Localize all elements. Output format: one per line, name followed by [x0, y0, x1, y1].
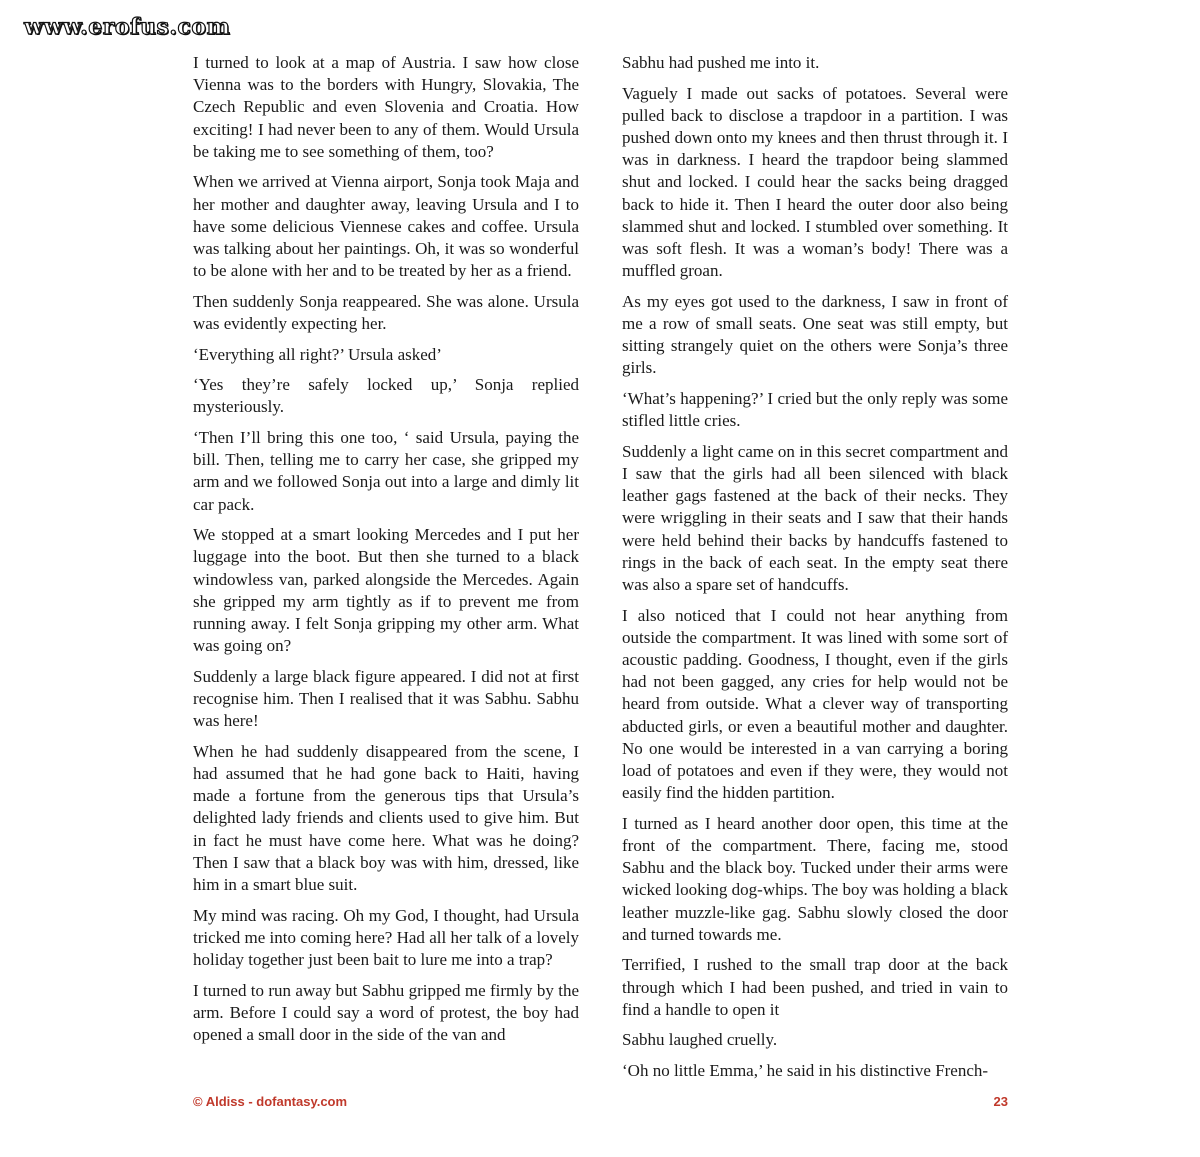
paragraph: Terrified, I rushed to the small trap door at the back through which I had been pushed, and tried in vain to find a handle to open it [622, 955, 1008, 1019]
paragraph: Suddenly a light came on in this secret compartment and I saw that the girls had all been silenced with black leather gags fastened at the back of their necks. They were wriggling in their seats and I saw that their hands were held behind their backs by handcuffs fastened to rings in the back of each seat. In the empty seat there was also a spare set of handcuffs. [622, 441, 1008, 595]
paragraph: ‘Everything all right?’ Ursula asked’ [193, 344, 442, 364]
paragraph: Sabhu laughed cruelly. [622, 1030, 778, 1050]
paragraph: ‘What’s happening?’ I cried but the only reply was some stifled little cries. [622, 389, 1008, 431]
paragraph: Vaguely I made out sacks of potatoes. Several were pulled back to disclose a trapdoor in a partition. I was pushed down onto my knees and then thrust through it. I was in darkness. I heard the trapdoor being slammed shut and locked. I could hear the sacks being dragged back to hide it. Then I heard the outer door also being slammed shut and locked. I stumbled over something. It was soft flesh. It was a woman’s body! There was a muffled groan. [622, 83, 1008, 281]
paragraph: ‘Then I’ll bring this one too, ‘ said Ursula, paying the bill. Then, telling me to carry her case, she gripped my arm and we followed Sonja out into a large and dimly lit car pack. [193, 428, 579, 514]
paragraph: I turned to look at a map of Austria. I saw how close Vienna was to the borders with Hungry, Slovakia, The Czech Republic and even Slovenia and Croatia. How exciting! I had never been to any of them. Would Ursula be taking me to see something of them, too? [193, 53, 579, 161]
paragraph: ‘Oh no little Emma,’ he said in his distinctive French- [622, 1061, 989, 1081]
paragraph: I turned to run away but Sabhu gripped me firmly by the arm. Before I could say a word of protest, the boy had opened a small door in the side of the van and [193, 980, 579, 1045]
paragraph: Suddenly a large black figure appeared. I did not at first recognise him. Then I realised that it was Sabhu. Sabhu was here! [193, 666, 579, 731]
paragraph: When he had suddenly disappeared from the scene, I had assumed that he had gone back to Haiti, having made a fortune from the generous tips that Ursula’s delighted lady friends and clients used to give him. But in fact he must have come here. What was he doing? Then I saw that a black boy was with him, dressed, like him in a smart blue suit. [193, 741, 579, 895]
text-column-right [622, 52, 1008, 1091]
paragraph: We stopped at a smart looking Mercedes and I put her luggage into the boot. But then she turned to a black windowless van, parked alongside the Mercedes. Again she gripped my arm tightly as if to prevent me from running away. I felt Sonja gripping my other arm. What was going on? [193, 525, 579, 656]
watermark-logo: www.erofus.com [24, 14, 231, 40]
paragraph: I turned as I heard another door open, this time at the front of the compartment. There, facing me, stood Sabhu and the black boy. Tucked under their arms were wicked looking dog-whips. The boy was holding a black leather muzzle-like gag. Sabhu slowly closed the door and turned towards me. [622, 813, 1008, 944]
paragraph: ‘Yes they’re safely locked up,’ Sonja replied mysteriously. [193, 375, 579, 417]
paragraph: I also noticed that I could not hear anything from outside the compartment. It was lined with some sort of acoustic padding. Goodness, I thought, even if the girls had not been gagged, any cries for help would not be heard from outside. What a clever way of transporting abducted girls, or even a beautiful mother and daughter. No one would be interested in a van carrying a boring load of potatoes and even if they were, they would not easily find the hidden partition. [622, 605, 1008, 803]
paragraph: Sabhu had pushed me into it. [622, 53, 820, 72]
paragraph: My mind was racing. Oh my God, I thought, had Ursula tricked me into coming here? Had all her talk of a lovely holiday together just been bait to lure me into a trap? [193, 905, 579, 970]
page-number: 23 [993, 1094, 1008, 1109]
copyright-footer: © Aldiss - dofantasy.com [193, 1094, 348, 1109]
paragraph: Then suddenly Sonja reappeared. She was alone. Ursula was evidently expecting her. [193, 291, 579, 334]
text-column-left [193, 52, 579, 1055]
paragraph: As my eyes got used to the darkness, I saw in front of me a row of small seats. One seat was still empty, but sitting strangely quiet on the others were Sonja’s three girls. [622, 291, 1008, 378]
paragraph: When we arrived at Vienna airport, Sonja took Maja and her mother and daughter away, leaving Ursula and I to have some delicious Viennese cakes and coffee. Ursula was talking about her paintings. Oh, it was so wonderful to be alone with her and to be treated by her as a friend. [193, 172, 579, 281]
